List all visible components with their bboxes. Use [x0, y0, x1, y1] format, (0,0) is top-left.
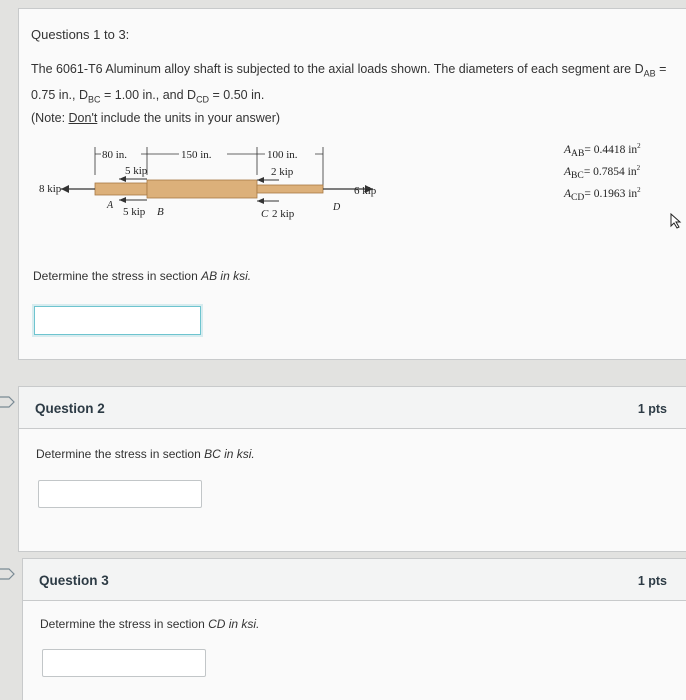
- question-3-prompt: Determine the stress in section CD in ksi.: [40, 617, 260, 631]
- question-1-block: [18, 8, 686, 360]
- problem-statement: The 6061-T6 Aluminum alloy shaft is subjected to the axial loads shown. The diameters of each segment are $D_{AB}$ = 0.75 in., $D_{BC} = 1.00$ in., and $D_{CD} = 0.50$ in.: [31, 62, 667, 104]
- answer-2-input[interactable]: [38, 480, 202, 508]
- cross-section-areas: [564, 139, 641, 205]
- point-b-label: B: [157, 206, 164, 218]
- question-1-prompt: Determine the stress in section AB in ksi.: [33, 269, 252, 283]
- answer-1-input[interactable]: [34, 306, 201, 335]
- dim-cd-label: 100 in.: [267, 149, 298, 161]
- area-ab: $A_{AB}= 0.4418$ $in^2$: [564, 142, 641, 160]
- question-3-block: [22, 558, 686, 700]
- shaft-segment-cd: [257, 185, 323, 193]
- questions-header: Questions 1 to 3:: [31, 27, 130, 42]
- question-2-prompt: Determine the stress in section BC in ksi.: [36, 447, 255, 461]
- point-a-label: A: [107, 200, 114, 211]
- dim-bc-label: 150 in.: [181, 149, 212, 161]
- question-2-title: Question 2: [35, 401, 105, 416]
- point-d-label: D: [333, 202, 341, 213]
- load-5kip-top: 5 kip: [125, 165, 148, 177]
- shaft-diagram: [39, 145, 399, 240]
- load-2kip-bottom: 2 kip: [272, 208, 295, 220]
- question-2-block: [18, 386, 686, 552]
- units-note: (Note: Don't include the units in your answer): [31, 111, 281, 125]
- question-3-title: Question 3: [39, 573, 109, 588]
- load-2kip-top: 2 kip: [271, 166, 294, 178]
- shaft-segment-bc: [147, 180, 257, 198]
- load-right-label: 6 kip: [354, 185, 377, 197]
- answer-3-input[interactable]: [42, 649, 206, 677]
- flag-icon[interactable]: [0, 396, 16, 408]
- question-2-points: 1 pts: [637, 402, 667, 416]
- flag-icon[interactable]: [0, 568, 16, 580]
- question-2-header: [19, 387, 686, 429]
- load-left-label: 8 kip: [39, 183, 62, 195]
- area-cd: $A_{CD}= 0.1963$ $in^2$: [564, 186, 641, 204]
- point-c-label: C: [261, 208, 269, 220]
- area-bc: $A_{BC}= 0.7854$ $in^2$: [564, 164, 641, 182]
- load-5kip-bottom: 5 kip: [123, 206, 146, 218]
- mouse-pointer-icon: [670, 213, 682, 229]
- question-3-header: [23, 559, 686, 601]
- shaft-segment-ab: [95, 183, 147, 195]
- question-3-points: 1 pts: [637, 574, 667, 588]
- dim-ab-label: 80 in.: [102, 149, 128, 161]
